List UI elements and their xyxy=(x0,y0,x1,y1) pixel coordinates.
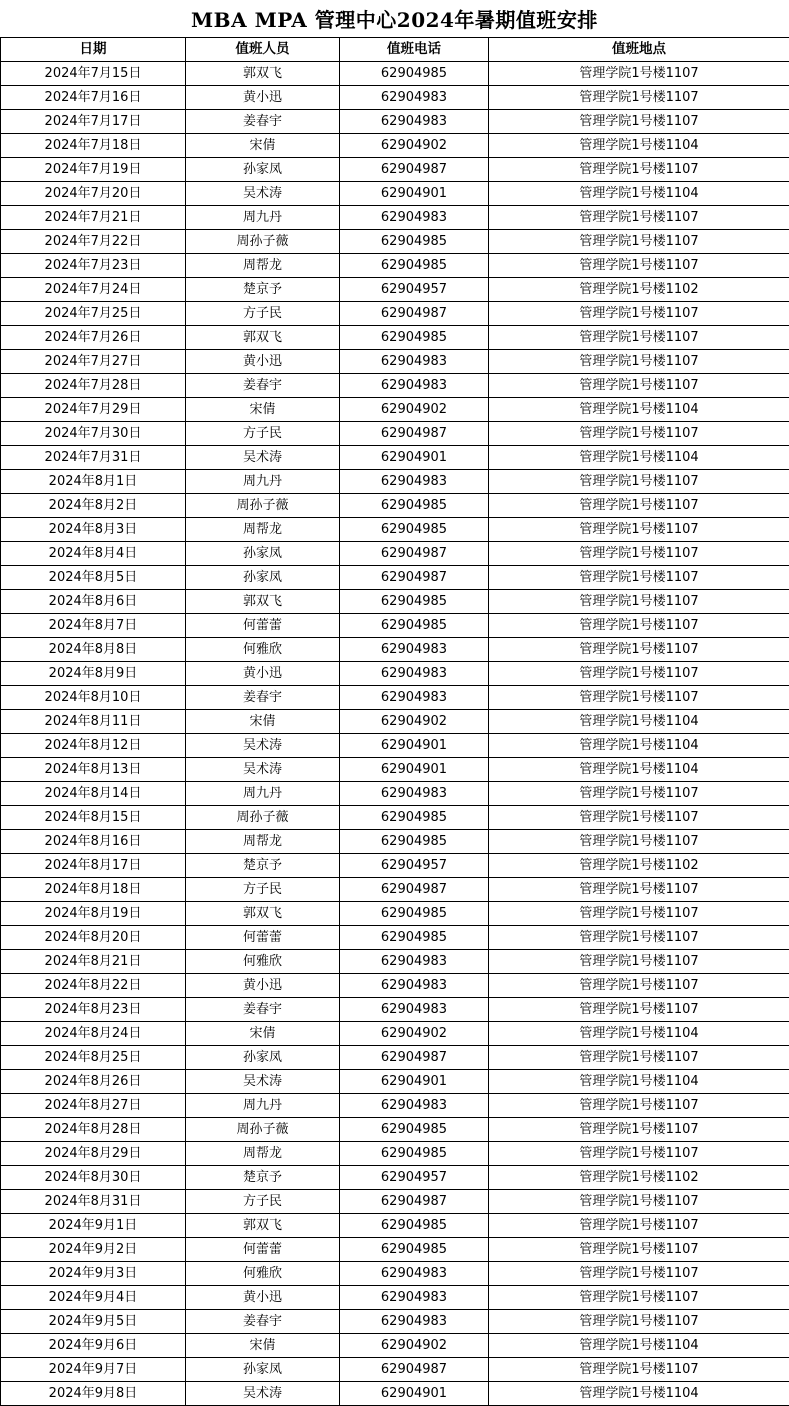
staff-cell: 孙家凤 xyxy=(186,158,340,182)
table-row xyxy=(1,254,789,278)
phone-cell: 62904983 xyxy=(340,974,489,998)
location-cell: 管理学院1号楼1107 xyxy=(489,494,789,518)
location-cell: 管理学院1号楼1107 xyxy=(489,1262,789,1286)
date-cell: 2024年9月1日 xyxy=(1,1214,186,1238)
phone-cell: 62904985 xyxy=(340,326,489,350)
staff-cell: 吴术涛 xyxy=(186,446,340,470)
table-row xyxy=(1,1286,789,1310)
staff-cell: 何蕾蕾 xyxy=(186,1238,340,1262)
location-cell: 管理学院1号楼1104 xyxy=(489,734,789,758)
staff-cell: 宋倩 xyxy=(186,1022,340,1046)
table-row xyxy=(1,206,789,230)
date-cell: 2024年9月3日 xyxy=(1,1262,186,1286)
date-cell: 2024年9月7日 xyxy=(1,1358,186,1382)
date-cell: 2024年7月29日 xyxy=(1,398,186,422)
table-row xyxy=(1,1358,789,1382)
date-cell: 2024年8月4日 xyxy=(1,542,186,566)
page-title: MBA MPA 管理中心2024年暑期值班安排 xyxy=(191,8,598,32)
location-cell: 管理学院1号楼1107 xyxy=(489,1310,789,1334)
date-cell: 2024年8月23日 xyxy=(1,998,186,1022)
phone-cell: 62904983 xyxy=(340,1094,489,1118)
phone-cell: 62904987 xyxy=(340,878,489,902)
table-row xyxy=(1,758,789,782)
table-row xyxy=(1,998,789,1022)
staff-cell: 周九丹 xyxy=(186,782,340,806)
location-cell: 管理学院1号楼1107 xyxy=(489,1358,789,1382)
staff-cell: 孙家凤 xyxy=(186,566,340,590)
date-cell: 2024年8月15日 xyxy=(1,806,186,830)
phone-cell: 62904983 xyxy=(340,1286,489,1310)
location-cell: 管理学院1号楼1107 xyxy=(489,998,789,1022)
table-row xyxy=(1,86,789,110)
date-cell: 2024年8月19日 xyxy=(1,902,186,926)
staff-cell: 姜春宇 xyxy=(186,110,340,134)
location-cell: 管理学院1号楼1107 xyxy=(489,374,789,398)
table-row xyxy=(1,566,789,590)
location-cell: 管理学院1号楼1107 xyxy=(489,1046,789,1070)
table-row xyxy=(1,278,789,302)
table-row xyxy=(1,950,789,974)
phone-cell: 62904987 xyxy=(340,158,489,182)
table-row xyxy=(1,686,789,710)
staff-cell: 方子民 xyxy=(186,878,340,902)
table-row xyxy=(1,110,789,134)
phone-cell: 62904957 xyxy=(340,278,489,302)
date-cell: 2024年8月6日 xyxy=(1,590,186,614)
date-cell: 2024年8月30日 xyxy=(1,1166,186,1190)
table-row xyxy=(1,734,789,758)
staff-cell: 郭双飞 xyxy=(186,590,340,614)
date-cell: 2024年8月7日 xyxy=(1,614,186,638)
staff-cell: 周九丹 xyxy=(186,206,340,230)
phone-cell: 62904987 xyxy=(340,422,489,446)
table-row xyxy=(1,182,789,206)
phone-cell: 62904985 xyxy=(340,518,489,542)
phone-cell: 62904985 xyxy=(340,1238,489,1262)
phone-cell: 62904985 xyxy=(340,62,489,86)
phone-cell: 62904983 xyxy=(340,998,489,1022)
table-row xyxy=(1,662,789,686)
location-cell: 管理学院1号楼1102 xyxy=(489,278,789,302)
location-cell: 管理学院1号楼1102 xyxy=(489,1166,789,1190)
staff-cell: 吴术涛 xyxy=(186,1382,340,1406)
date-cell: 2024年9月4日 xyxy=(1,1286,186,1310)
staff-cell: 郭双飞 xyxy=(186,902,340,926)
phone-cell: 62904902 xyxy=(340,710,489,734)
table-row xyxy=(1,638,789,662)
table-row xyxy=(1,878,789,902)
staff-cell: 周孙子薇 xyxy=(186,1118,340,1142)
date-cell: 2024年8月12日 xyxy=(1,734,186,758)
location-cell: 管理学院1号楼1107 xyxy=(489,1190,789,1214)
date-cell: 2024年7月21日 xyxy=(1,206,186,230)
phone-cell: 62904902 xyxy=(340,398,489,422)
date-cell: 2024年7月31日 xyxy=(1,446,186,470)
phone-cell: 62904985 xyxy=(340,902,489,926)
staff-cell: 姜春宇 xyxy=(186,1310,340,1334)
location-cell: 管理学院1号楼1104 xyxy=(489,134,789,158)
location-cell: 管理学院1号楼1107 xyxy=(489,1238,789,1262)
location-cell: 管理学院1号楼1107 xyxy=(489,638,789,662)
location-cell: 管理学院1号楼1107 xyxy=(489,110,789,134)
header-row xyxy=(1,38,789,62)
location-cell: 管理学院1号楼1104 xyxy=(489,1334,789,1358)
table-row xyxy=(1,134,789,158)
staff-cell: 周九丹 xyxy=(186,1094,340,1118)
location-cell: 管理学院1号楼1104 xyxy=(489,1382,789,1406)
staff-cell: 楚京予 xyxy=(186,1166,340,1190)
phone-cell: 62904983 xyxy=(340,86,489,110)
date-cell: 2024年8月3日 xyxy=(1,518,186,542)
staff-cell: 姜春宇 xyxy=(186,998,340,1022)
staff-cell: 孙家凤 xyxy=(186,1358,340,1382)
phone-cell: 62904983 xyxy=(340,782,489,806)
location-cell: 管理学院1号楼1104 xyxy=(489,398,789,422)
location-cell: 管理学院1号楼1107 xyxy=(489,566,789,590)
phone-cell: 62904987 xyxy=(340,542,489,566)
date-cell: 2024年8月20日 xyxy=(1,926,186,950)
table-row xyxy=(1,158,789,182)
staff-cell: 黄小迅 xyxy=(186,662,340,686)
table-row xyxy=(1,1094,789,1118)
staff-cell: 楚京予 xyxy=(186,854,340,878)
date-cell: 2024年8月17日 xyxy=(1,854,186,878)
phone-cell: 62904983 xyxy=(340,686,489,710)
date-cell: 2024年8月24日 xyxy=(1,1022,186,1046)
staff-cell: 楚京予 xyxy=(186,278,340,302)
location-cell: 管理学院1号楼1104 xyxy=(489,182,789,206)
table-row xyxy=(1,1142,789,1166)
phone-cell: 62904985 xyxy=(340,806,489,830)
staff-cell: 吴术涛 xyxy=(186,182,340,206)
table-row xyxy=(1,926,789,950)
location-cell: 管理学院1号楼1107 xyxy=(489,1094,789,1118)
phone-cell: 62904985 xyxy=(340,494,489,518)
date-cell: 2024年8月13日 xyxy=(1,758,186,782)
date-cell: 2024年8月2日 xyxy=(1,494,186,518)
location-cell: 管理学院1号楼1107 xyxy=(489,926,789,950)
location-cell: 管理学院1号楼1104 xyxy=(489,1022,789,1046)
table-row xyxy=(1,1310,789,1334)
date-cell: 2024年9月6日 xyxy=(1,1334,186,1358)
location-cell: 管理学院1号楼1104 xyxy=(489,758,789,782)
phone-cell: 62904983 xyxy=(340,662,489,686)
location-cell: 管理学院1号楼1107 xyxy=(489,662,789,686)
phone-cell: 62904985 xyxy=(340,230,489,254)
table-row xyxy=(1,1070,789,1094)
date-cell: 2024年7月16日 xyxy=(1,86,186,110)
location-cell: 管理学院1号楼1107 xyxy=(489,302,789,326)
table-row xyxy=(1,1382,789,1406)
location-cell: 管理学院1号楼1107 xyxy=(489,1286,789,1310)
table-row xyxy=(1,782,789,806)
phone-cell: 62904985 xyxy=(340,1142,489,1166)
table-row xyxy=(1,1262,789,1286)
location-cell: 管理学院1号楼1107 xyxy=(489,1142,789,1166)
location-cell: 管理学院1号楼1107 xyxy=(489,254,789,278)
date-cell: 2024年8月5日 xyxy=(1,566,186,590)
table-row xyxy=(1,374,789,398)
phone-cell: 62904983 xyxy=(340,1310,489,1334)
date-cell: 2024年7月22日 xyxy=(1,230,186,254)
date-cell: 2024年8月16日 xyxy=(1,830,186,854)
date-cell: 2024年8月27日 xyxy=(1,1094,186,1118)
staff-cell: 黄小迅 xyxy=(186,974,340,998)
date-cell: 2024年7月19日 xyxy=(1,158,186,182)
location-cell: 管理学院1号楼1107 xyxy=(489,230,789,254)
location-cell: 管理学院1号楼1107 xyxy=(489,542,789,566)
date-cell: 2024年8月9日 xyxy=(1,662,186,686)
table-row xyxy=(1,974,789,998)
location-cell: 管理学院1号楼1107 xyxy=(489,782,789,806)
phone-cell: 62904957 xyxy=(340,1166,489,1190)
staff-cell: 姜春宇 xyxy=(186,686,340,710)
table-row xyxy=(1,806,789,830)
date-cell: 2024年8月25日 xyxy=(1,1046,186,1070)
table-row xyxy=(1,470,789,494)
table-row xyxy=(1,902,789,926)
staff-cell: 宋倩 xyxy=(186,1334,340,1358)
staff-cell: 郭双飞 xyxy=(186,62,340,86)
staff-cell: 吴术涛 xyxy=(186,1070,340,1094)
location-cell: 管理学院1号楼1107 xyxy=(489,614,789,638)
staff-cell: 方子民 xyxy=(186,422,340,446)
staff-cell: 黄小迅 xyxy=(186,350,340,374)
staff-cell: 郭双飞 xyxy=(186,326,340,350)
staff-cell: 周孙子薇 xyxy=(186,230,340,254)
staff-cell: 宋倩 xyxy=(186,398,340,422)
phone-cell: 62904901 xyxy=(340,734,489,758)
staff-cell: 周帮龙 xyxy=(186,830,340,854)
table-row xyxy=(1,350,789,374)
date-cell: 2024年7月26日 xyxy=(1,326,186,350)
table-row xyxy=(1,1190,789,1214)
staff-cell: 宋倩 xyxy=(186,710,340,734)
date-cell: 2024年8月28日 xyxy=(1,1118,186,1142)
staff-cell: 周九丹 xyxy=(186,470,340,494)
staff-cell: 周帮龙 xyxy=(186,1142,340,1166)
staff-cell: 姜春宇 xyxy=(186,374,340,398)
table-row xyxy=(1,1118,789,1142)
phone-cell: 62904983 xyxy=(340,206,489,230)
date-cell: 2024年8月14日 xyxy=(1,782,186,806)
location-cell: 管理学院1号楼1104 xyxy=(489,1070,789,1094)
date-cell: 2024年8月8日 xyxy=(1,638,186,662)
phone-cell: 62904987 xyxy=(340,1358,489,1382)
staff-cell: 吴术涛 xyxy=(186,758,340,782)
table-row xyxy=(1,422,789,446)
location-cell: 管理学院1号楼1107 xyxy=(489,470,789,494)
table-row xyxy=(1,302,789,326)
table-body xyxy=(1,62,789,1406)
location-cell: 管理学院1号楼1107 xyxy=(489,830,789,854)
date-cell: 2024年8月31日 xyxy=(1,1190,186,1214)
phone-cell: 62904987 xyxy=(340,1046,489,1070)
phone-cell: 62904985 xyxy=(340,254,489,278)
table-row xyxy=(1,854,789,878)
header-date: 日期 xyxy=(1,38,186,62)
staff-cell: 宋倩 xyxy=(186,134,340,158)
table-row xyxy=(1,1214,789,1238)
location-cell: 管理学院1号楼1107 xyxy=(489,86,789,110)
phone-cell: 62904985 xyxy=(340,1118,489,1142)
location-cell: 管理学院1号楼1102 xyxy=(489,854,789,878)
staff-cell: 何雅欣 xyxy=(186,950,340,974)
location-cell: 管理学院1号楼1107 xyxy=(489,878,789,902)
location-cell: 管理学院1号楼1107 xyxy=(489,590,789,614)
staff-cell: 周孙子薇 xyxy=(186,806,340,830)
table-row xyxy=(1,494,789,518)
date-cell: 2024年7月23日 xyxy=(1,254,186,278)
phone-cell: 62904901 xyxy=(340,1070,489,1094)
location-cell: 管理学院1号楼1107 xyxy=(489,422,789,446)
staff-cell: 何蕾蕾 xyxy=(186,926,340,950)
date-cell: 2024年8月18日 xyxy=(1,878,186,902)
date-cell: 2024年7月27日 xyxy=(1,350,186,374)
phone-cell: 62904987 xyxy=(340,1190,489,1214)
location-cell: 管理学院1号楼1107 xyxy=(489,902,789,926)
date-cell: 2024年8月21日 xyxy=(1,950,186,974)
phone-cell: 62904987 xyxy=(340,302,489,326)
date-cell: 2024年7月20日 xyxy=(1,182,186,206)
location-cell: 管理学院1号楼1107 xyxy=(489,206,789,230)
table-row xyxy=(1,614,789,638)
phone-cell: 62904901 xyxy=(340,1382,489,1406)
phone-cell: 62904985 xyxy=(340,830,489,854)
staff-cell: 何蕾蕾 xyxy=(186,614,340,638)
phone-cell: 62904983 xyxy=(340,950,489,974)
staff-cell: 孙家凤 xyxy=(186,542,340,566)
phone-cell: 62904983 xyxy=(340,470,489,494)
phone-cell: 62904901 xyxy=(340,446,489,470)
table-row xyxy=(1,542,789,566)
date-cell: 2024年8月29日 xyxy=(1,1142,186,1166)
table-row xyxy=(1,1046,789,1070)
location-cell: 管理学院1号楼1107 xyxy=(489,950,789,974)
location-cell: 管理学院1号楼1107 xyxy=(489,326,789,350)
table-row xyxy=(1,710,789,734)
staff-cell: 周帮龙 xyxy=(186,254,340,278)
staff-cell: 黄小迅 xyxy=(186,1286,340,1310)
table-row xyxy=(1,230,789,254)
date-cell: 2024年8月1日 xyxy=(1,470,186,494)
location-cell: 管理学院1号楼1107 xyxy=(489,158,789,182)
staff-cell: 何雅欣 xyxy=(186,638,340,662)
location-cell: 管理学院1号楼1107 xyxy=(489,974,789,998)
staff-cell: 周孙子薇 xyxy=(186,494,340,518)
table-row xyxy=(1,326,789,350)
date-cell: 2024年7月25日 xyxy=(1,302,186,326)
phone-cell: 62904985 xyxy=(340,614,489,638)
phone-cell: 62904983 xyxy=(340,1262,489,1286)
staff-cell: 何雅欣 xyxy=(186,1262,340,1286)
date-cell: 2024年7月24日 xyxy=(1,278,186,302)
phone-cell: 62904901 xyxy=(340,182,489,206)
table-row xyxy=(1,1022,789,1046)
phone-cell: 62904957 xyxy=(340,854,489,878)
phone-cell: 62904983 xyxy=(340,374,489,398)
table-row xyxy=(1,830,789,854)
header-staff: 值班人员 xyxy=(186,38,340,62)
date-cell: 2024年8月10日 xyxy=(1,686,186,710)
staff-cell: 方子民 xyxy=(186,302,340,326)
phone-cell: 62904902 xyxy=(340,1022,489,1046)
location-cell: 管理学院1号楼1107 xyxy=(489,350,789,374)
staff-cell: 吴术涛 xyxy=(186,734,340,758)
phone-cell: 62904902 xyxy=(340,1334,489,1358)
date-cell: 2024年7月30日 xyxy=(1,422,186,446)
date-cell: 2024年8月11日 xyxy=(1,710,186,734)
phone-cell: 62904985 xyxy=(340,590,489,614)
date-cell: 2024年9月5日 xyxy=(1,1310,186,1334)
phone-cell: 62904985 xyxy=(340,1214,489,1238)
date-cell: 2024年9月2日 xyxy=(1,1238,186,1262)
table-row xyxy=(1,518,789,542)
table-row xyxy=(1,446,789,470)
location-cell: 管理学院1号楼1104 xyxy=(489,446,789,470)
table-row xyxy=(1,1238,789,1262)
date-cell: 2024年8月22日 xyxy=(1,974,186,998)
header-location: 值班地点 xyxy=(489,38,789,62)
table-row xyxy=(1,1166,789,1190)
location-cell: 管理学院1号楼1104 xyxy=(489,710,789,734)
phone-cell: 62904983 xyxy=(340,110,489,134)
date-cell: 2024年9月8日 xyxy=(1,1382,186,1406)
header-phone: 值班电话 xyxy=(340,38,489,62)
location-cell: 管理学院1号楼1107 xyxy=(489,1118,789,1142)
staff-cell: 周帮龙 xyxy=(186,518,340,542)
phone-cell: 62904902 xyxy=(340,134,489,158)
location-cell: 管理学院1号楼1107 xyxy=(489,806,789,830)
duty-schedule-table xyxy=(0,37,789,1406)
location-cell: 管理学院1号楼1107 xyxy=(489,686,789,710)
location-cell: 管理学院1号楼1107 xyxy=(489,518,789,542)
table-row xyxy=(1,398,789,422)
date-cell: 2024年8月26日 xyxy=(1,1070,186,1094)
staff-cell: 孙家凤 xyxy=(186,1046,340,1070)
date-cell: 2024年7月17日 xyxy=(1,110,186,134)
table-row xyxy=(1,1334,789,1358)
date-cell: 2024年7月28日 xyxy=(1,374,186,398)
table-row xyxy=(1,62,789,86)
date-cell: 2024年7月18日 xyxy=(1,134,186,158)
date-cell: 2024年7月15日 xyxy=(1,62,186,86)
staff-cell: 黄小迅 xyxy=(186,86,340,110)
location-cell: 管理学院1号楼1107 xyxy=(489,1214,789,1238)
phone-cell: 62904983 xyxy=(340,638,489,662)
table-row xyxy=(1,590,789,614)
location-cell: 管理学院1号楼1107 xyxy=(489,62,789,86)
phone-cell: 62904985 xyxy=(340,926,489,950)
phone-cell: 62904901 xyxy=(340,758,489,782)
staff-cell: 方子民 xyxy=(186,1190,340,1214)
staff-cell: 郭双飞 xyxy=(186,1214,340,1238)
phone-cell: 62904983 xyxy=(340,350,489,374)
phone-cell: 62904987 xyxy=(340,566,489,590)
